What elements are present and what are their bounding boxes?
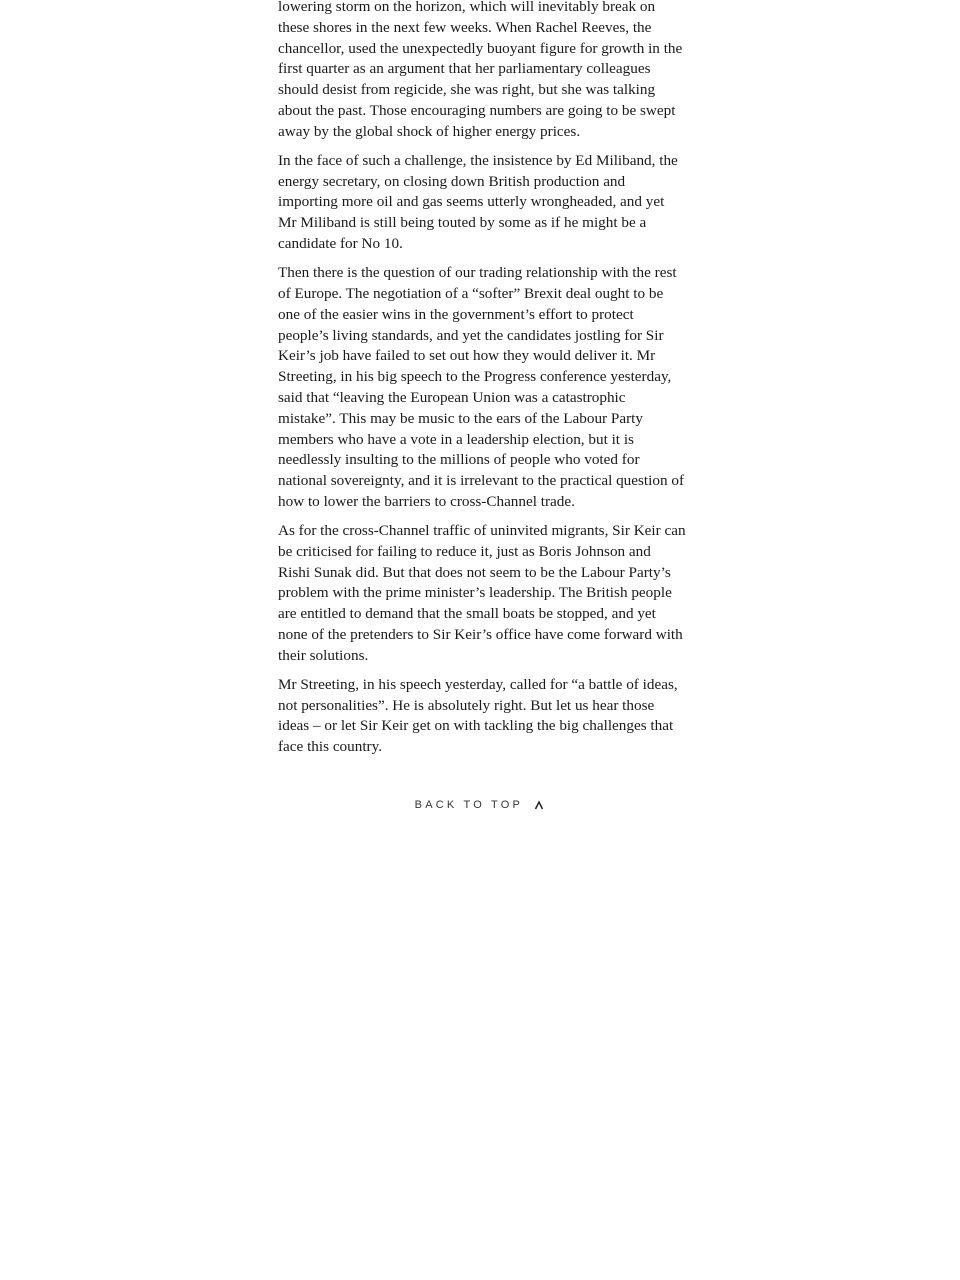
article-paragraph-2: In the face of such a challenge, the insistence by Ed Miliband, the energy secretary, on closing down British production and importing more oil and gas seems utterly wrongheaded, and yet Mr Miliband is still being touted by some as if he might be a candidate for No 10.: [278, 151, 678, 253]
article-paragraph-3: Then there is the question of our trading relationship with the rest of Europe. The negotiation of a “softer” Brexit deal ought to be one of the easier wins in the government’s effort to protect people’s living standards, and yet the candidates jostling for Sir Keir’s job have failed to set out how they would deliver it. Mr Streeting, in his big speech to the Progress conference yesterday, said that “leaving the European Union was a catastrophic mistake”. This may be music to the ears of the Labour Party members who have a vote in a leadership election, but it is needlessly insulting to the millions of people who voted for national sovereignty, and it is irrelevant to the practical question of how to lower the barriers to cross-Channel trade.: [278, 264, 684, 510]
caret-up-icon: [533, 799, 545, 811]
back-to-top-label: BACK TO TOP: [414, 799, 524, 812]
article-paragraph-4: As for the cross-Channel traffic of uninvited migrants, Sir Keir can be criticised for failing to reduce it, just as Boris Johnson and Rishi Sunak did. But that does not seem to be the Labour Party’s problem with the prime minister’s leadership. The British people are entitled to demand that the small boats be stopped, and yet none of the pretenders to Sir Keir’s office have come forward with their solutions.: [278, 522, 686, 664]
back-to-top-link[interactable]: [0, 799, 960, 811]
article-paragraph-5: Mr Streeting, in his speech yesterday, called for “a battle of ideas, not personalities”. He is absolutely right. But let us hear those ideas – or let Sir Keir get on with tackling the big challenges that face this country.: [278, 675, 678, 756]
article-paragraph-1: lowering storm on the horizon, which will inevitably break on these shores in the next few weeks. When Rachel Reeves, the chancellor, used the unexpectedly buoyant figure for growth in the first quarter as an argument that her parliamentary colleagues should desist from regicide, she was right, but she was talking about the past. Those encouraging numbers are going to be swept away by the global shock of higher energy prices.: [278, 0, 683, 140]
article-body: [278, 0, 686, 766]
